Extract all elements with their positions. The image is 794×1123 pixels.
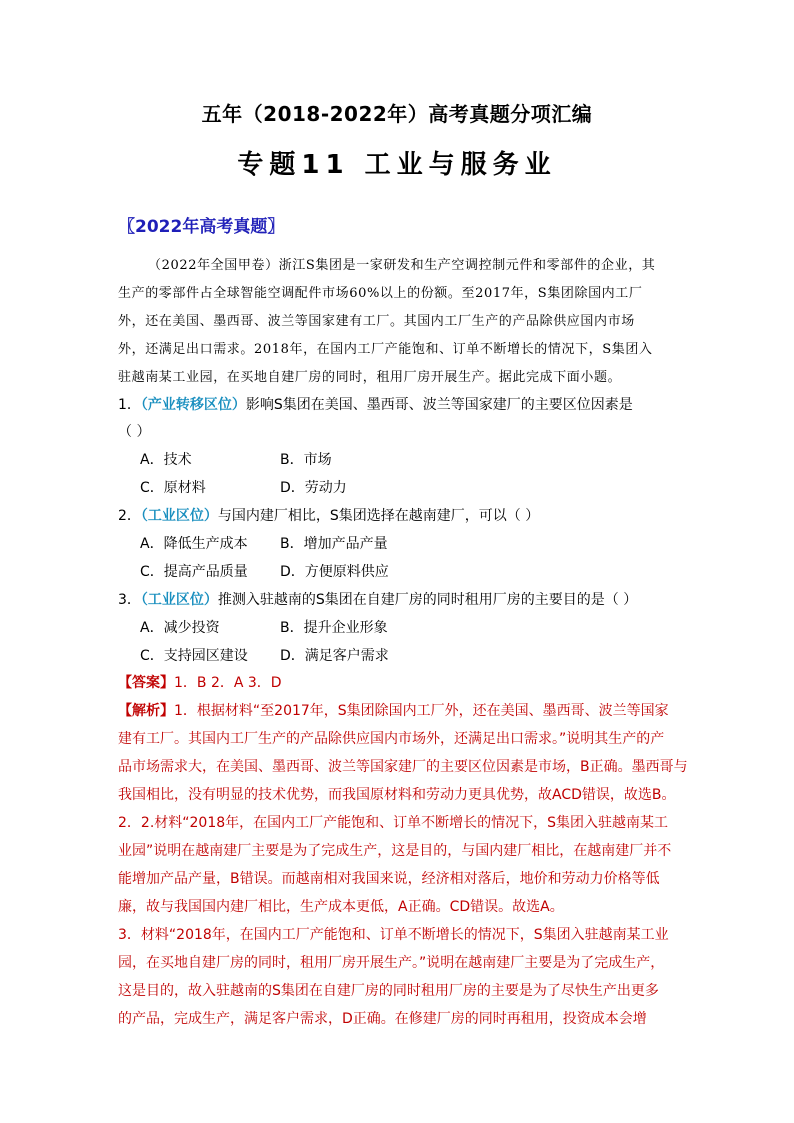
answer-text: 1．B 2．A 3．D xyxy=(174,675,282,691)
question-stem: 与国内建厂相比，S集团选择在越南建厂，可以（ ） xyxy=(217,508,540,524)
option-b: B．增加产品产量 xyxy=(280,536,388,552)
answer-label: 【答案】 xyxy=(118,675,174,691)
question-number: 1． xyxy=(118,397,141,413)
analysis-label: 【解析】 xyxy=(118,703,174,719)
question-number: 3． xyxy=(118,592,141,608)
analysis-line: 品市场需求大，在美国、墨西哥、波兰等国家建厂的主要区位因素是市场，B正确。墨西哥与 xyxy=(118,759,688,775)
question-stem: 影响S集团在美国、墨西哥、波兰等国家建厂的主要区位因素是 xyxy=(245,397,633,413)
analysis-line: 建有工厂。其国内工厂生产的产品除供应国内市场外，还满足出口需求。”说明其生产的产 xyxy=(118,731,665,747)
question-tag: （产业转移区位） xyxy=(140,397,246,413)
analysis-line: 园，在买地自建厂房的同时，租用厂房开展生产。”说明在越南建厂主要是为了完成生产， xyxy=(118,955,665,971)
material-line: （2022年全国甲卷）浙江S集团是一家研发和生产空调控制元件和零部件的企业，其 xyxy=(148,258,656,273)
analysis-line: 3．材料“2018年，在国内工厂产能饱和、订单不断增长的情况下，S集团入驻越南某工业 xyxy=(118,927,669,943)
analysis-line: 能增加产品产量，B错误。而越南相对我国来说，经济相对落后，地价和劳动力价格等低 xyxy=(118,871,660,887)
option-a: A．技术 xyxy=(140,452,192,468)
option-b: B．提升企业形象 xyxy=(280,620,388,636)
material-line: 生产的零部件占全球智能空调配件市场60%以上的份额。至2017年，S集团除国内工厂 xyxy=(118,286,643,301)
analysis-text: 1．根据材料“至2017年，S集团除国内工厂外，还在美国、墨西哥、波兰等国家 xyxy=(174,703,669,719)
analysis-line: 业园”说明在越南建厂主要是为了完成生产，这是目的，与国内建厂相比，在越南建厂并不 xyxy=(118,843,672,859)
question-1 xyxy=(118,394,678,414)
question-3 xyxy=(118,589,678,609)
option-d: D．方便原料供应 xyxy=(280,564,389,580)
section-heading: 〖2022年高考真题〗 xyxy=(118,217,285,237)
question-2 xyxy=(118,505,678,525)
topic-title: 专题11 工业与服务业 xyxy=(237,150,557,180)
question-stem: 推测入驻越南的S集团在自建厂房的同时租用厂房的主要目的是（ ） xyxy=(217,592,638,608)
option-c: C．支持园区建设 xyxy=(140,648,248,664)
option-a: A．减少投资 xyxy=(140,620,220,636)
question-tag: （工业区位） xyxy=(140,508,218,524)
option-d: D．劳动力 xyxy=(280,480,347,496)
answer-line xyxy=(118,672,678,692)
material-line: 外，还满足出口需求。2018年，在国内工厂产能饱和、订单不断增长的情况下，S集团入 xyxy=(118,342,653,357)
material-line: 外，还在美国、墨西哥、波兰等国家建有工厂。其国内工厂生产的产品除供应国内市场 xyxy=(118,314,635,329)
analysis-line xyxy=(118,700,678,720)
question-number: 2． xyxy=(118,508,141,524)
analysis-line: 廉，故与我国国内建厂相比，生产成本更低，A正确。CD错误。故选A。 xyxy=(118,899,564,915)
analysis-line: 的产品，完成生产，满足客户需求，D正确。在修建厂房的同时再租用，投资成本会增 xyxy=(118,1011,647,1027)
option-b: B．市场 xyxy=(280,452,332,468)
option-a: A．降低生产成本 xyxy=(140,536,248,552)
material-line: 驻越南某工业园，在买地自建厂房的同时，租用厂房开展生产。据此完成下面小题。 xyxy=(118,370,622,385)
document-title: 五年（2018-2022年）高考真题分项汇编 xyxy=(201,102,593,126)
analysis-line: 2．2.材料“2018年，在国内工厂产能饱和、订单不断增长的情况下，S集团入驻越南某工 xyxy=(118,815,669,831)
option-c: C．原材料 xyxy=(140,480,206,496)
option-c: C．提高产品质量 xyxy=(140,564,248,580)
analysis-line: 我国相比，没有明显的技术优势，而我国原材料和劳动力更具优势，故ACD错误，故选B。 xyxy=(118,787,676,803)
question-tag: （工业区位） xyxy=(140,592,218,608)
analysis-line: 这是目的，故入驻越南的S集团在自建厂房的同时租用厂房的主要是为了尽快生产出更多 xyxy=(118,983,659,999)
question-1-blank: （ ） xyxy=(118,424,151,440)
option-d: D．满足客户需求 xyxy=(280,648,389,664)
